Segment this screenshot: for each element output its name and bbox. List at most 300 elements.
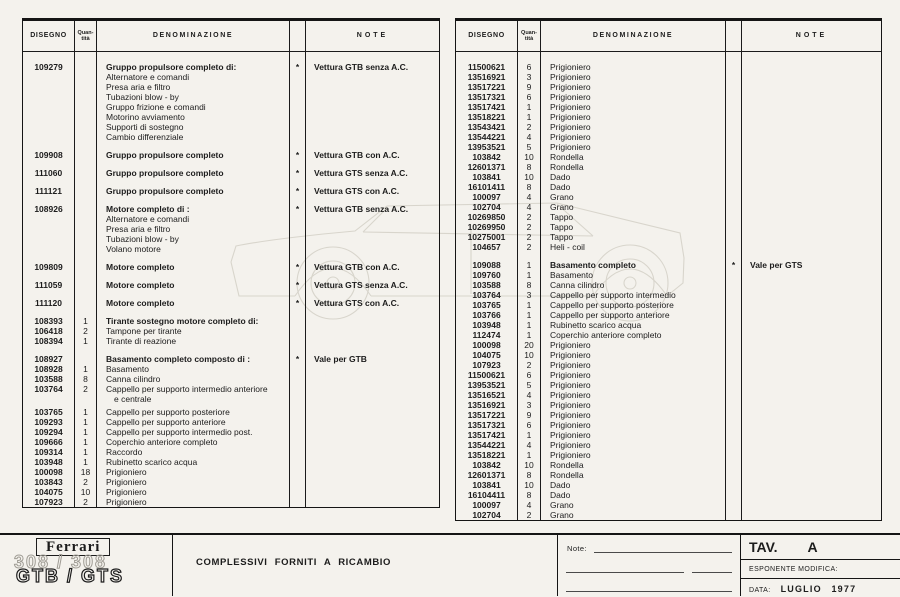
qty-cell: 1 xyxy=(75,316,97,326)
denominazione-cell: Basamento xyxy=(541,270,726,280)
qty-cell xyxy=(75,394,97,404)
qty-cell: 3 xyxy=(518,400,541,410)
note-cell xyxy=(742,62,881,72)
note-cell xyxy=(306,497,439,507)
star-cell xyxy=(290,407,306,417)
qty-cell: 1 xyxy=(518,300,541,310)
denominazione-cell: Raccordo xyxy=(97,447,290,457)
qty-cell xyxy=(75,244,97,254)
qty-cell: 8 xyxy=(518,280,541,290)
note-cell xyxy=(306,224,439,234)
disegno-cell: 13518221 xyxy=(456,112,518,122)
star-cell xyxy=(726,192,742,202)
col-header-denominazione: DENOMINAZIONE xyxy=(97,21,290,52)
note-cell xyxy=(306,82,439,92)
star-cell xyxy=(726,350,742,360)
qty-cell: 2 xyxy=(75,384,97,394)
star-cell xyxy=(726,232,742,242)
star-cell xyxy=(290,244,306,254)
note-blank-line xyxy=(566,591,732,592)
row-spacer xyxy=(23,346,75,354)
star-cell xyxy=(290,112,306,122)
note-cell xyxy=(742,172,881,182)
qty-cell: 6 xyxy=(518,420,541,430)
note-cell xyxy=(306,336,439,346)
note-cell xyxy=(306,244,439,254)
qty-cell: 20 xyxy=(518,340,541,350)
disegno-cell: 103764 xyxy=(23,384,75,394)
row-spacer xyxy=(23,178,75,186)
qty-cell xyxy=(75,72,97,82)
denominazione-cell: Tappo xyxy=(541,212,726,222)
row-spacer xyxy=(75,160,97,168)
qty-cell: 1 xyxy=(75,437,97,447)
note-cell xyxy=(306,122,439,132)
denominazione-cell: Prigioniero xyxy=(541,122,726,132)
note-cell xyxy=(742,192,881,202)
note-cell xyxy=(306,437,439,447)
qty-cell: 10 xyxy=(518,172,541,182)
note-cell xyxy=(742,162,881,172)
star-cell xyxy=(726,480,742,490)
disegno-cell: 13516521 xyxy=(456,390,518,400)
star-cell xyxy=(726,400,742,410)
star-cell: * xyxy=(290,280,306,290)
row-spacer xyxy=(75,308,97,316)
star-cell xyxy=(726,440,742,450)
denominazione-cell: Gruppo propulsore completo xyxy=(97,186,290,196)
note-cell: Vettura GTS con A.C. xyxy=(314,298,400,308)
note-cell xyxy=(742,270,881,280)
qty-cell xyxy=(75,82,97,92)
denominazione-cell: Canna cilindro xyxy=(97,374,290,384)
star-cell xyxy=(726,470,742,480)
qty-cell: 8 xyxy=(75,374,97,384)
note-cell xyxy=(306,394,439,404)
qty-cell: 1 xyxy=(518,450,541,460)
qty-cell: 1 xyxy=(75,447,97,457)
qty-cell: 3 xyxy=(518,72,541,82)
disegno-cell: 10275001 xyxy=(456,232,518,242)
note-cell xyxy=(306,447,439,457)
disegno-cell: 109294 xyxy=(23,427,75,437)
denominazione-cell: Tirante di reazione xyxy=(97,336,290,346)
denominazione-cell: Tubazioni blow - by xyxy=(97,92,290,102)
disegno-cell: 111121 xyxy=(23,186,75,196)
row-spacer xyxy=(456,252,518,260)
note-cell: Vettura GTS senza A.C. xyxy=(314,280,408,290)
star-cell xyxy=(726,290,742,300)
star-cell xyxy=(726,280,742,290)
star-cell xyxy=(726,500,742,510)
qty-cell: 8 xyxy=(518,162,541,172)
disegno-cell: 104075 xyxy=(456,350,518,360)
denominazione-cell: e centrale xyxy=(97,394,290,404)
qty-cell: 1 xyxy=(518,310,541,320)
denominazione-cell: Rubinetto scarico acqua xyxy=(97,457,290,467)
row-spacer xyxy=(541,252,726,260)
star-cell xyxy=(726,270,742,280)
denominazione-cell: Motore completo xyxy=(97,280,290,290)
qty-cell: 4 xyxy=(518,132,541,142)
row-spacer xyxy=(306,254,439,262)
qty-cell: 4 xyxy=(518,202,541,212)
note-cell: Vettura GTB con A.C. xyxy=(314,262,400,272)
denominazione-cell: Motorino avviamento xyxy=(97,112,290,122)
star-cell: * xyxy=(290,150,306,160)
disegno-cell xyxy=(23,244,75,254)
disegno-cell: 13517221 xyxy=(456,410,518,420)
row-spacer xyxy=(75,272,97,280)
denominazione-cell: Prigioniero xyxy=(541,370,726,380)
qty-cell: 2 xyxy=(518,242,541,252)
note-cell: Vettura GTB senza A.C. xyxy=(314,62,409,72)
denominazione-cell: Motore completo xyxy=(97,298,290,308)
qty-cell xyxy=(75,234,97,244)
qty-cell: 9 xyxy=(518,82,541,92)
disegno-cell: 109279 xyxy=(23,62,75,72)
note-cell xyxy=(742,460,881,470)
disegno-cell: 107923 xyxy=(23,497,75,507)
qty-cell: 2 xyxy=(518,360,541,370)
col-header-star xyxy=(726,21,742,52)
disegno-cell: 12601371 xyxy=(456,162,518,172)
row-spacer xyxy=(306,178,439,186)
denominazione-cell: Gruppo propulsore completo xyxy=(97,150,290,160)
star-cell xyxy=(290,457,306,467)
star-cell xyxy=(290,364,306,374)
row-spacer xyxy=(23,160,75,168)
disegno-cell xyxy=(23,224,75,234)
col-header-disegno: DISEGNO xyxy=(456,21,518,52)
row-spacer xyxy=(97,346,290,354)
disegno-cell xyxy=(23,72,75,82)
disegno-cell: 103841 xyxy=(456,480,518,490)
star-cell xyxy=(290,336,306,346)
disegno-cell: 16101411 xyxy=(456,182,518,192)
note-blank-line xyxy=(566,572,684,573)
note-cell xyxy=(306,407,439,417)
row-spacer xyxy=(290,160,306,168)
disegno-cell: 100098 xyxy=(23,467,75,477)
star-cell xyxy=(726,112,742,122)
star-cell xyxy=(290,374,306,384)
row-spacer xyxy=(290,178,306,186)
note-cell xyxy=(742,280,881,290)
denominazione-cell: Prigioniero xyxy=(541,92,726,102)
qty-cell: 1 xyxy=(75,336,97,346)
note-cell xyxy=(306,112,439,122)
data-label: DATA: xyxy=(749,587,771,594)
note-cell xyxy=(742,400,881,410)
qty-cell: 5 xyxy=(518,142,541,152)
qty-cell xyxy=(75,168,97,178)
star-cell: * xyxy=(290,354,306,364)
star-cell xyxy=(290,72,306,82)
qty-cell: 2 xyxy=(75,326,97,336)
denominazione-cell: Volano motore xyxy=(97,244,290,254)
disegno-cell: 103843 xyxy=(23,477,75,487)
denominazione-cell: Heli - coil xyxy=(541,242,726,252)
denominazione-cell: Prigioniero xyxy=(541,132,726,142)
row-spacer xyxy=(306,196,439,204)
note-cell xyxy=(742,152,881,162)
qty-cell: 4 xyxy=(518,440,541,450)
note-cell xyxy=(742,430,881,440)
disegno-cell: 103841 xyxy=(456,172,518,182)
qty-cell: 1 xyxy=(75,457,97,467)
disegno-cell: 106418 xyxy=(23,326,75,336)
disegno-cell: 100097 xyxy=(456,192,518,202)
disegno-cell xyxy=(23,234,75,244)
denominazione-cell: Alternatore e comandi xyxy=(97,214,290,224)
star-cell xyxy=(726,310,742,320)
row-spacer xyxy=(23,196,75,204)
denominazione-cell: Canna cilindro xyxy=(541,280,726,290)
note-cell xyxy=(306,102,439,112)
star-cell xyxy=(290,447,306,457)
disegno-cell: 13517321 xyxy=(456,420,518,430)
note-cell xyxy=(742,410,881,420)
denominazione-cell: Basamento completo composto di : xyxy=(97,354,290,364)
qty-cell: 10 xyxy=(75,487,97,497)
note-cell xyxy=(306,477,439,487)
row-spacer xyxy=(23,308,75,316)
denominazione-cell: Dado xyxy=(541,490,726,500)
star-cell xyxy=(290,234,306,244)
star-cell xyxy=(726,202,742,212)
denominazione-cell: Basamento completo xyxy=(541,260,726,270)
qty-cell: 1 xyxy=(518,320,541,330)
denominazione-cell: Coperchio anteriore completo xyxy=(97,437,290,447)
disegno-cell: 103588 xyxy=(23,374,75,384)
denominazione-cell: Prigioniero xyxy=(541,380,726,390)
note-cell xyxy=(742,82,881,92)
note-cell xyxy=(742,370,881,380)
disegno-cell: 13516921 xyxy=(456,400,518,410)
qty-cell xyxy=(75,112,97,122)
qty-cell: 10 xyxy=(518,152,541,162)
note-blank-line xyxy=(692,572,732,573)
star-cell xyxy=(290,326,306,336)
row-spacer xyxy=(97,254,290,262)
disegno-cell: 109760 xyxy=(456,270,518,280)
note-cell xyxy=(742,510,881,520)
note-cell xyxy=(742,112,881,122)
disegno-cell: 109809 xyxy=(23,262,75,272)
star-cell xyxy=(726,390,742,400)
note-cell xyxy=(742,330,881,340)
denominazione-cell: Prigioniero xyxy=(541,350,726,360)
tav-row xyxy=(741,535,900,560)
star-cell xyxy=(290,467,306,477)
col-header-quantita: Quan- tità xyxy=(75,21,97,52)
star-cell: * xyxy=(290,168,306,178)
qty-cell: 6 xyxy=(518,62,541,72)
disegno-cell xyxy=(23,102,75,112)
note-cell xyxy=(742,340,881,350)
data-row xyxy=(741,579,900,594)
star-cell: * xyxy=(290,204,306,214)
qty-cell xyxy=(75,298,97,308)
star-cell xyxy=(726,490,742,500)
note-cell xyxy=(306,132,439,142)
disegno-cell xyxy=(23,214,75,224)
denominazione-cell: Prigioniero xyxy=(541,360,726,370)
note-cell xyxy=(742,390,881,400)
row-spacer xyxy=(306,272,439,280)
disegno-cell: 104075 xyxy=(23,487,75,497)
star-cell xyxy=(726,132,742,142)
model-gtb-gts-text: GTB / GTS xyxy=(16,566,124,586)
row-spacer xyxy=(742,252,881,260)
row-spacer xyxy=(742,52,881,62)
star-cell xyxy=(290,477,306,487)
disegno-cell xyxy=(23,122,75,132)
row-spacer xyxy=(75,142,97,150)
star-cell xyxy=(290,82,306,92)
disegno-cell: 103765 xyxy=(23,407,75,417)
note-cell xyxy=(306,457,439,467)
row-spacer xyxy=(290,142,306,150)
note-cell xyxy=(742,92,881,102)
denominazione-cell: Tappo xyxy=(541,222,726,232)
disegno-cell xyxy=(23,394,75,404)
note-cell xyxy=(742,182,881,192)
note-cell: Vettura GTS senza A.C. xyxy=(314,168,408,178)
disegno-cell: 13517421 xyxy=(456,430,518,440)
qty-cell: 1 xyxy=(75,364,97,374)
denominazione-cell: Supporti di sostegno xyxy=(97,122,290,132)
qty-cell: 1 xyxy=(518,330,541,340)
disegno-cell: 103842 xyxy=(456,460,518,470)
tav-label: TAV. xyxy=(749,539,778,555)
denominazione-cell: Grano xyxy=(541,202,726,212)
page-title: COMPLESSIVI FORNITI A RICAMBIO xyxy=(196,557,392,568)
row-spacer xyxy=(75,196,97,204)
star-cell: * xyxy=(290,186,306,196)
denominazione-cell: Cappello per supporto intermedio xyxy=(541,290,726,300)
disegno-cell: 109293 xyxy=(23,417,75,427)
ferrari-logo xyxy=(0,535,173,596)
denominazione-cell: Gruppo propulsore completo di: xyxy=(97,62,290,72)
note-cell: Vettura GTB con A.C. xyxy=(314,150,400,160)
qty-cell: 3 xyxy=(518,290,541,300)
note-cell xyxy=(742,470,881,480)
star-cell xyxy=(726,360,742,370)
denominazione-cell: Dado xyxy=(541,480,726,490)
denominazione-cell: Presa aria e filtro xyxy=(97,224,290,234)
qty-cell xyxy=(75,224,97,234)
star-cell xyxy=(726,102,742,112)
disegno-cell: 10269850 xyxy=(456,212,518,222)
disegno-cell xyxy=(23,82,75,92)
denominazione-cell: Rondella xyxy=(541,152,726,162)
star-cell xyxy=(726,340,742,350)
qty-cell: 5 xyxy=(518,380,541,390)
denominazione-cell: Prigioniero xyxy=(541,450,726,460)
disegno-cell: 13544221 xyxy=(456,440,518,450)
star-cell xyxy=(290,92,306,102)
star-cell xyxy=(726,242,742,252)
note-cell xyxy=(742,320,881,330)
denominazione-cell: Presa aria e filtro xyxy=(97,82,290,92)
data-value: LUGLIO 1977 xyxy=(780,584,857,594)
qty-cell: 1 xyxy=(75,427,97,437)
star-cell: * xyxy=(290,262,306,272)
qty-cell: 1 xyxy=(518,430,541,440)
denominazione-cell: Prigioniero xyxy=(97,487,290,497)
disegno-cell: 109666 xyxy=(23,437,75,447)
row-spacer xyxy=(290,308,306,316)
denominazione-cell: Prigioniero xyxy=(541,102,726,112)
note-cell xyxy=(742,290,881,300)
qty-cell: 10 xyxy=(518,350,541,360)
row-spacer xyxy=(23,142,75,150)
denominazione-cell: Cappello per supporto anteriore xyxy=(97,417,290,427)
note-cell xyxy=(306,214,439,224)
denominazione-cell: Coperchio anteriore completo xyxy=(541,330,726,340)
note-cell: Vale per GTS xyxy=(750,260,803,270)
star-cell xyxy=(290,102,306,112)
note-cell xyxy=(742,242,881,252)
denominazione-cell: Tirante sostegno motore completo di: xyxy=(97,316,290,326)
note-cell xyxy=(742,232,881,242)
denominazione-cell: Cappello per supporto intermedio post. xyxy=(97,427,290,437)
row-spacer xyxy=(97,196,290,204)
star-cell: * xyxy=(290,62,306,72)
row-spacer xyxy=(306,160,439,168)
denominazione-cell: Cambio differenziale xyxy=(97,132,290,142)
denominazione-cell: Prigioniero xyxy=(541,82,726,92)
row-spacer xyxy=(518,252,541,260)
denominazione-cell: Prigioniero xyxy=(97,467,290,477)
note-cell xyxy=(306,92,439,102)
star-cell xyxy=(290,437,306,447)
row-spacer xyxy=(306,346,439,354)
model-308-text: 308 / 308 xyxy=(14,552,108,572)
star-cell xyxy=(726,182,742,192)
disegno-cell: 112474 xyxy=(456,330,518,340)
note-cell xyxy=(306,364,439,374)
qty-cell: 1 xyxy=(518,270,541,280)
note-cell xyxy=(742,350,881,360)
qty-cell xyxy=(75,214,97,224)
note-cell xyxy=(742,132,881,142)
denominazione-cell: Prigioniero xyxy=(541,72,726,82)
star-cell xyxy=(726,450,742,460)
qty-cell: 1 xyxy=(518,102,541,112)
note-cell xyxy=(306,487,439,497)
row-spacer xyxy=(23,254,75,262)
note-cell xyxy=(306,316,439,326)
col-header-note: NOTE xyxy=(306,21,439,52)
qty-cell xyxy=(75,280,97,290)
note-cell xyxy=(306,72,439,82)
denominazione-cell: Motore completo di : xyxy=(97,204,290,214)
star-cell xyxy=(290,487,306,497)
disegno-cell: 16104411 xyxy=(456,490,518,500)
ferrari-brand-text: Ferrari xyxy=(36,538,110,556)
disegno-cell: 13516921 xyxy=(456,72,518,82)
star-cell: * xyxy=(290,298,306,308)
disegno-cell: 102704 xyxy=(456,510,518,520)
row-spacer xyxy=(75,178,97,186)
disegno-cell: 108393 xyxy=(23,316,75,326)
row-spacer xyxy=(306,308,439,316)
note-cell xyxy=(742,440,881,450)
note-cell: Vale per GTB xyxy=(314,354,367,364)
